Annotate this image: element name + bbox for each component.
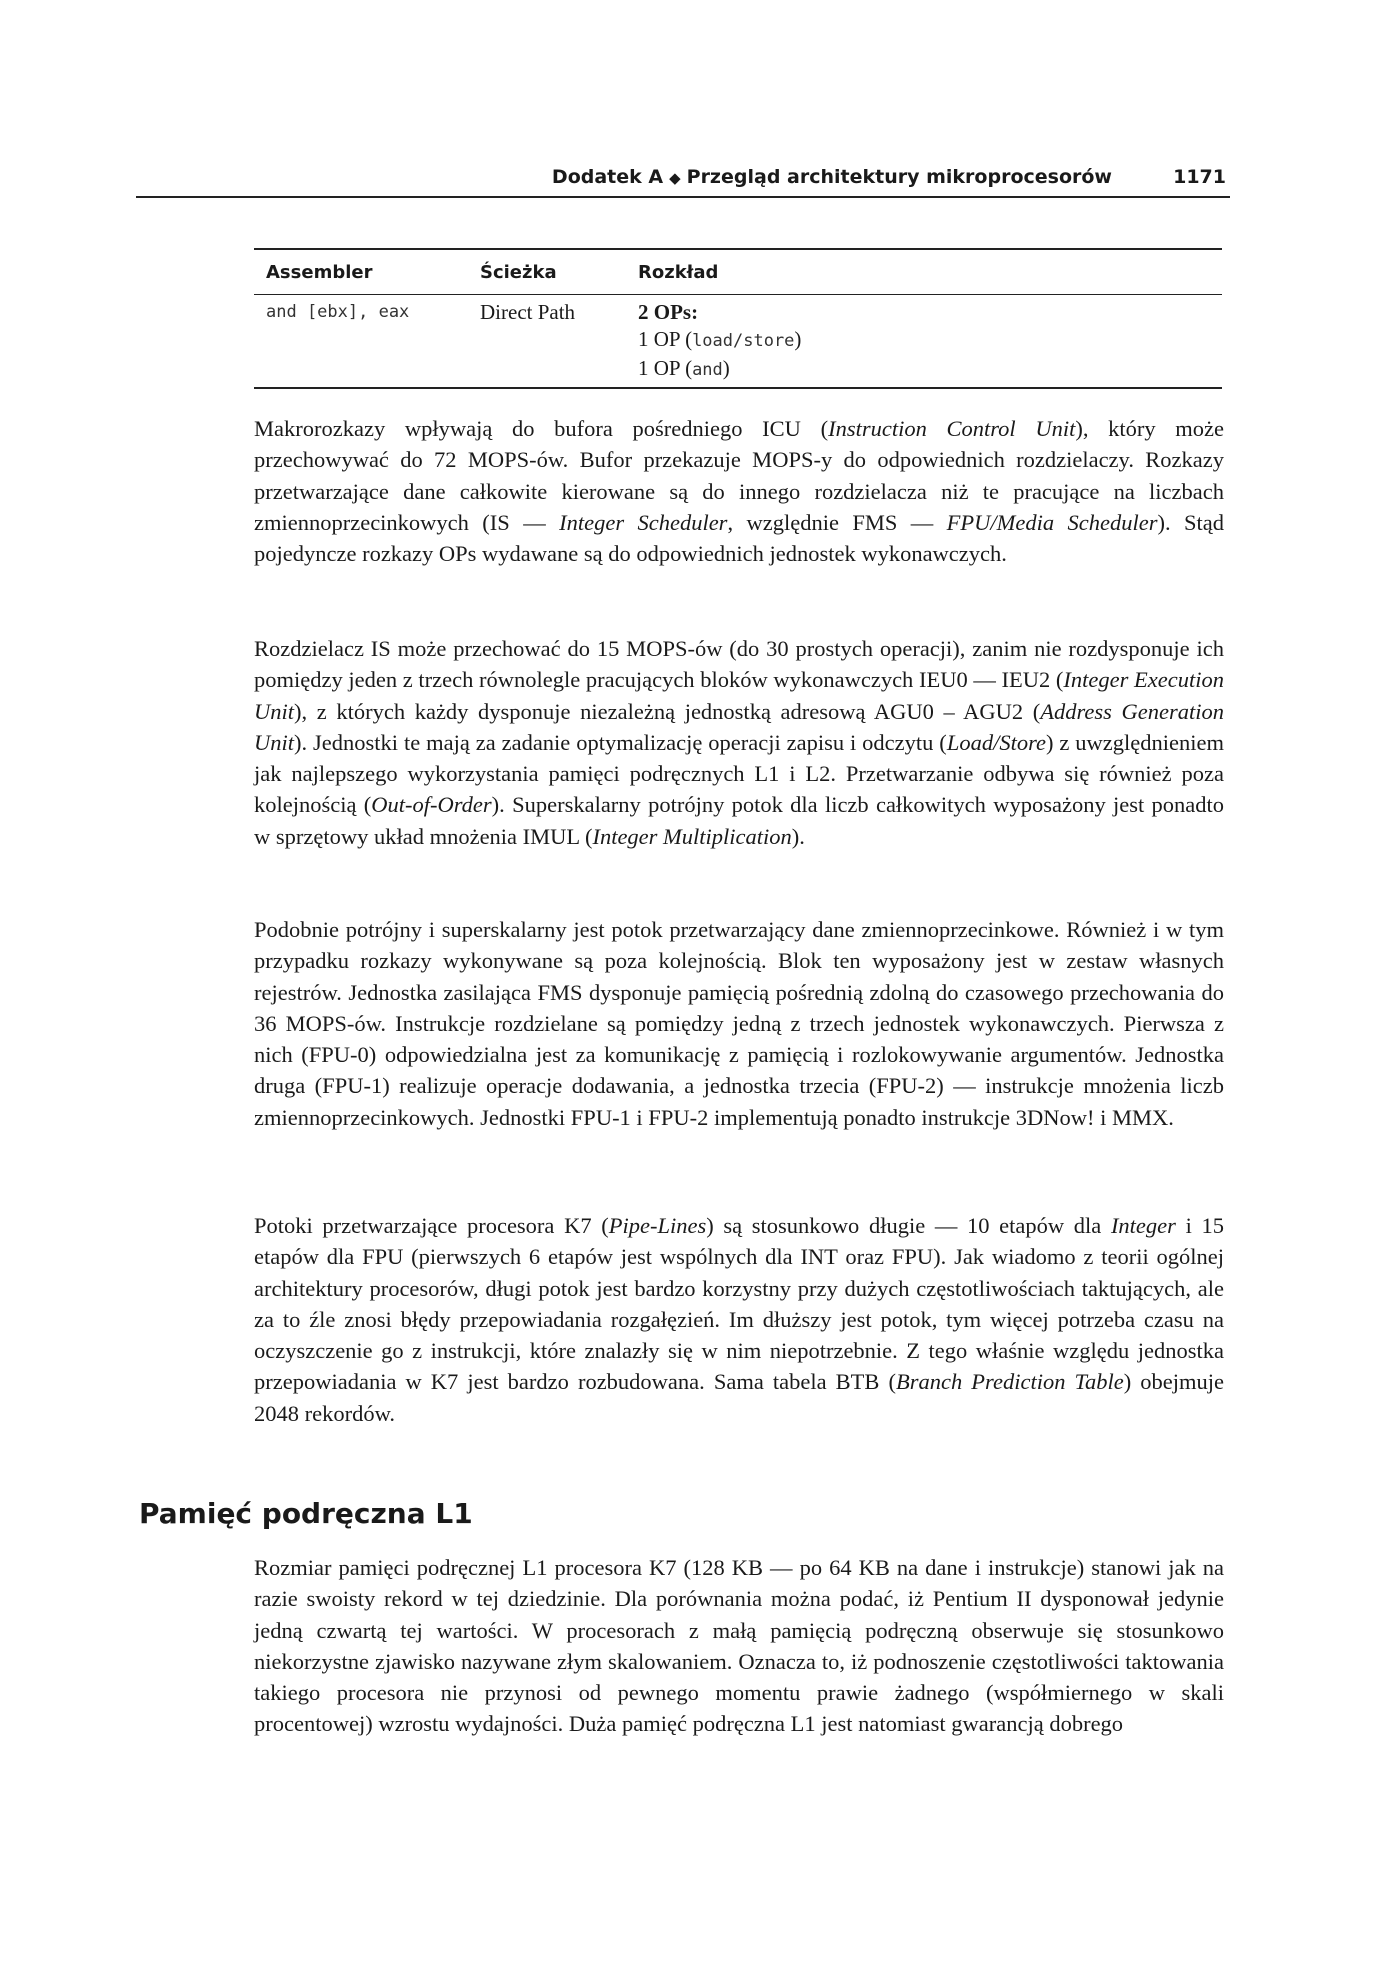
header-chapter: Dodatek A: [551, 166, 664, 188]
op-code: load/store: [692, 331, 795, 351]
op-prefix: 1 OP (: [638, 327, 693, 351]
column-header-decomposition: Rozkład: [638, 262, 719, 283]
op-suffix: ): [794, 327, 802, 351]
section-heading: Pamięć podręczna L1: [139, 1497, 473, 1530]
column-header-path: Ścieżka: [480, 262, 557, 283]
instruction-table: [254, 248, 1222, 389]
header-title-line: [552, 166, 1112, 188]
paragraph-l1-cache: Rozmiar pamięci podręcznej L1 procesora K7 (128 KB — po 64 KB na dane i instrukcje) stanowi jak na razie swoisty rekord w tej dziedzinie. Dla porównania można podać, iż Pentium II dysponował jedynie jedną czwartą tej wartości. W procesorach z małą pamięcią podręczną obserwuje się stosunkowo niekorzystne zjawisko nazywane złym skalowaniem. Oznacza to, iż podnoszenie częstotliwości taktowania takiego procesora nie przynosi od pewnego momentu prawie żadnego (współmiernego w skali procentowej) wzrostu wydajności. Duża pamięć podręczna L1 jest natomiast gwarancją dobrego: [254, 1555, 1224, 1737]
paragraph-pipelines: Potoki przetwarzające procesora K7 (Pipe-Lines) są stosunkowo długie — 10 etapów dla Integer i 15 etapów dla FPU (pierwszych 6 etapów jest wspólnych dla INT oraz FPU). Jak wiadomo z teorii ogólnej architektury procesorów, długi potok jest bardzo korzystny przy dużych częstotliwościach taktujących, ale za to źle znosi błędy przepowiadania rozgałęzień. Im dłuższy jest potok, tym więcej potrzeba czasu na oczyszczenie go z instrukcji, które znalazły się w nim niepotrzebnie. Z tego właśnie względu jednostka przepowiadania w K7 jest bardzo rozbudowana. Sama tabela BTB (Branch Prediction Table) obejmuje 2048 rekordów.: [254, 1213, 1224, 1426]
table-row: [254, 295, 1222, 387]
table-bottom-rule: [254, 387, 1222, 389]
header-title: Przegląd architektury mikroprocesorów: [686, 166, 1112, 188]
decomposition-head: 2 OPs:: [638, 300, 699, 324]
cell-assembler: and [ebx], eax: [266, 302, 410, 322]
op-suffix: ): [722, 356, 730, 380]
paragraph-icu: Makrorozkazy wpływają do bufora pośredniego ICU (Instruction Control Unit), który może przechowywać do 72 MOPS-ów. Bufor przekazuje MOPS-y do odpowiednich rozdzielaczy. Rozkazy przetwarzające dane całkowite kierowane są do innego rozdzielacza niż te pracujące na liczbach zmiennoprzecinkowych (IS — Integer Scheduler, względnie FMS — FPU/Media Scheduler). Stąd pojedyncze rozkazy OPs wydawane są do odpowiednich jednostek wykonawczych.: [254, 416, 1225, 567]
column-header-assembler: Assembler: [266, 262, 373, 283]
running-header: [136, 164, 1230, 198]
paragraph-integer-scheduler: Rozdzielacz IS może przechować do 15 MOPS-ów (do 30 prostych operacji), zanim nie rozdysponuje ich pomiędzy jeden z trzech równolegle pracujących bloków wykonawczych IEU0 — IEU2 (Integer Execution Unit), z których każdy dysponuje niezależną jednostką adresową AGU0 – AGU2 (Address Generation Unit). Jednostki te mają za zadanie optymalizację operacji zapisu i odczytu (Load/Store) z uwzględnieniem jak najlepszego wykorzystania pamięci podręcznych L1 i L2. Przetwarzanie odbywa się również poza kolejnością (Out-of-Order). Superskalarny potrójny potok dla liczb całkowitych wyposażony jest ponadto w sprzętowy układ mnożenia IMUL (Integer Multiplication).: [254, 636, 1225, 849]
cell-path: Direct Path: [480, 300, 576, 324]
op-prefix: 1 OP (: [638, 356, 693, 380]
op-code: and: [692, 360, 723, 380]
page-number: 1171: [1173, 166, 1226, 188]
decomposition-op-1: [638, 326, 801, 355]
cell-decomposition: [638, 299, 801, 384]
header-separator-icon: ◆: [669, 169, 681, 187]
table-header-row: [254, 250, 1222, 294]
decomposition-op-2: [638, 355, 801, 384]
paragraph-fpu: Podobnie potrójny i superskalarny jest potok przetwarzający dane zmiennoprzecinkowe. Również i w tym przypadku rozkazy wykonywane są poza kolejnością. Blok ten wyposażony jest w zestaw własnych rejestrów. Jednostka zasilająca FMS dysponuje pamięcią pośrednią zdolną do czasowego przechowania do 36 MOPS-ów. Instrukcje rozdzielane są pomiędzy jedną z trzech jednostek wykonawczych. Pierwsza z nich (FPU-0) odpowiedzialna jest za komunikację z pamięcią i rozlokowywanie argumentów. Jednostka druga (FPU-1) realizuje operacje dodawania, a jednostka trzecia (FPU-2) — instrukcje mnożenia liczb zmiennoprzecinkowych. Jednostki FPU-1 i FPU-2 implementują ponadto instrukcje 3DNow! i MMX.: [254, 917, 1224, 1130]
